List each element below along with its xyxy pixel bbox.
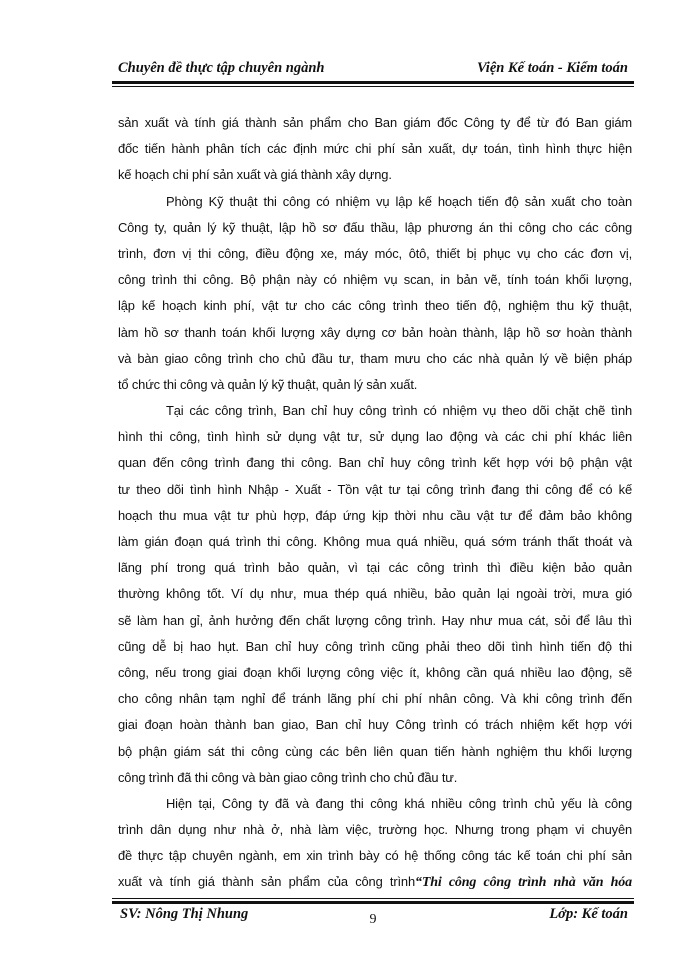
text-line: làm hồ sơ thanh toán khối lượng xây dựng cơ bản hoàn thành, lập hồ sơ hoàn thành xyxy=(118,324,632,340)
text-line: tổ chức thi công và quản lý kỹ thuật, quản lý sản xuất. xyxy=(118,376,418,392)
text-line: kế hoạch chi phí sản xuất và giá thành xây dựng. xyxy=(118,167,392,183)
text-line: đề thực tập chuyên ngành, em xin trình bày có hệ thống công tác kế toán chi phí sản xyxy=(118,848,632,864)
page-footer xyxy=(112,906,634,928)
footer-rule-thin xyxy=(112,898,634,899)
header-right-title: Viện Kế toán - Kiểm toán xyxy=(476,60,628,76)
text-line: cũng dễ bị hao hụt. Ban chỉ huy công trình cũng phải theo dõi tình hình tiến độ thi xyxy=(118,638,632,654)
text-line: sẽ làm han gỉ, ảnh hưởng đến chất lượng công trình. Hay như mua cát, sỏi để lâu thì xyxy=(118,612,632,628)
text-line: thường không tốt. Ví dụ như, mua thép quá nhiều, bảo quản lại ngoài trời, mưa gió xyxy=(118,586,632,602)
text-line: công trình đã thi công và bàn giao công trình cho chủ đầu tư. xyxy=(118,769,458,785)
text-line: sản xuất và tính giá thành sản phẩm cho Ban giám đốc Công ty để từ đó Ban giám xyxy=(118,115,632,130)
project-title-emphasis: “Thi công công trình nhà văn hóa xyxy=(414,875,632,891)
text-line: đốc tiến hành phân tích các định mức chi phí sản xuất, dự toán, tình hình thực hiện xyxy=(118,141,632,157)
header-rule-thin xyxy=(112,86,634,87)
text-line: giai đoạn hoàn thành ban giao, Ban chỉ huy Công trình có trách nhiệm kết hợp với xyxy=(118,717,632,733)
text-line: bộ phận giám sát thi công cùng các bên liên quan tiến hành nghiệm thu khối lượng xyxy=(118,743,632,759)
closing-plain-text: xuất và tính giá thành sản phẩm của công trình xyxy=(118,874,415,890)
text-line: Công ty, quản lý kỹ thuật, lập hồ sơ đấu thầu, lập phương án thi công cho các công xyxy=(118,219,632,235)
text-line: cho công nhân tạm nghỉ để tránh lãng phí chi phí nhân công. Và khi công trình đến xyxy=(118,691,632,707)
text-line: trình, đơn vị thi công, điều động xe, máy móc, ôtô, thiết bị phục vụ cho các đơn vị, xyxy=(118,245,632,261)
footer-student-name: SV: Nông Thị Nhung xyxy=(120,906,249,922)
text-line: trình dân dụng như nhà ở, nhà làm việc, trường học. Nhưng trong phạm vi chuyên xyxy=(118,822,632,838)
text-line: lãng phí trong quá trình bảo quản, vì tại các công trình thì điều kiện bảo quản xyxy=(118,560,632,576)
page-header xyxy=(112,56,634,80)
text-line: Tại các công trình, Ban chỉ huy công trình có nhiệm vụ theo dõi chặt chẽ tình xyxy=(166,403,632,419)
text-line: làm gián đoạn quá trình thi công. Không mua quá nhiều, quá sớm tránh thất thoát và xyxy=(118,534,632,549)
text-line: và bàn giao công trình cho chủ đầu tư, tham mưu cho các nhà quản lý về biện pháp xyxy=(118,350,632,366)
header-rule-thick xyxy=(112,81,634,84)
text-line: công, nếu trong giai đoạn khối lượng công việc ít, không cần quá nhiều lao động, sẽ xyxy=(118,664,632,680)
text-line: quan đến công trình đang thi công. Ban chỉ huy công trình kết hợp với bộ phận vật xyxy=(118,455,632,471)
text-line: Hiện tại, Công ty đã và đang thi công khá nhiều công trình chủ yếu là công xyxy=(166,795,632,811)
text-line: hình thi công, tình hình sử dụng vật tư, sử dụng lao động và các chi phí khác liên xyxy=(118,429,632,445)
text-line: công trình thi công. Bộ phận này có nhiệm vụ scan, in bản vẽ, tính toán khối lượng, xyxy=(118,272,632,288)
text-line: hoạch thu mua vật tư phù hợp, đáp ứng kịp thời nhu cầu vật tư để đảm bảo không xyxy=(118,507,632,523)
document-body xyxy=(118,110,632,896)
text-line-closing xyxy=(118,869,632,895)
footer-rule-thick xyxy=(112,901,634,904)
header-left-title: Chuyên đề thực tập chuyên ngành xyxy=(118,60,325,76)
text-line: lập kế hoạch kinh phí, vật tư cho các công trình theo tiến độ, nghiệm thu kỹ thuật, xyxy=(118,298,632,314)
footer-class-name: Lớp: Kế toán xyxy=(549,906,628,922)
text-line: tư theo dõi tình hình Nhập - Xuất - Tồn vật tư tại công trình đang thi công để có kế xyxy=(118,481,632,497)
page-number: 9 xyxy=(369,912,377,927)
text-line: Phòng Kỹ thuật thi công có nhiệm vụ lập kế hoạch tiến độ sản xuất cho toàn xyxy=(166,193,632,209)
